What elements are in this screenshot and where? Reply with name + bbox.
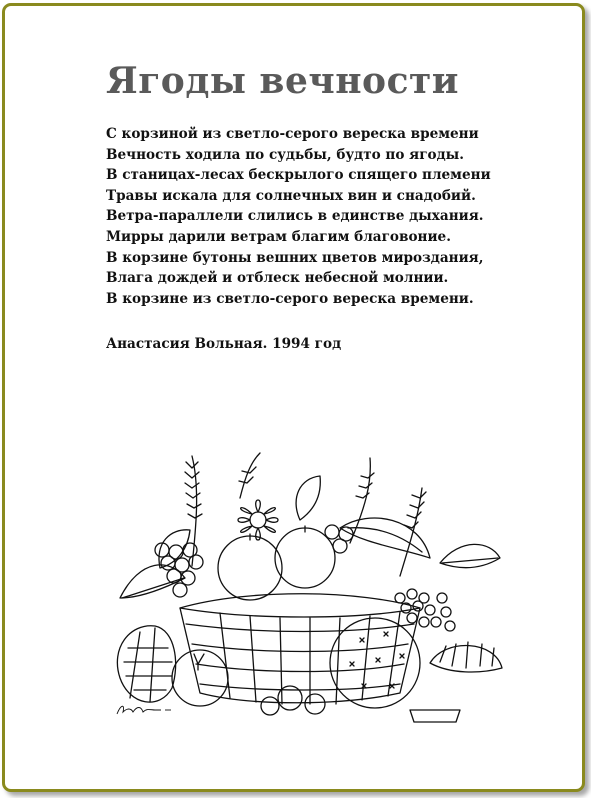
cantaloupe-fruit	[117, 626, 175, 702]
poem-line-3: В станицах-лесах бескрылого спящего племени	[106, 167, 491, 184]
poem-line-5: Ветра-параллели слились в единстве дыхания.	[106, 208, 484, 225]
artist-signature-icon	[115, 700, 175, 720]
author-signature-line: Анастасия Вольная. 1994 год	[106, 336, 342, 352]
poem-line-8: Влага дождей и отблеск небесной молнии.	[106, 270, 449, 287]
wheat-ears	[185, 453, 426, 576]
poem-line-7: В корзине бутоны вешних цветов мироздания,	[106, 249, 484, 266]
small-fruits	[261, 686, 460, 722]
poem-title: Ягоды вечности	[106, 60, 459, 102]
poem-line-9: В корзине из светло-серого вереска времени.	[106, 290, 474, 307]
poem-line-4: Травы искала для солнечных вин и снадобий.	[106, 187, 476, 204]
fruit-basket-drawing-icon	[100, 448, 510, 738]
flower	[238, 500, 278, 540]
leaves	[120, 476, 500, 598]
basket	[180, 594, 420, 704]
berry-cluster	[395, 589, 455, 631]
poem-line-6: Мирры дарили ветрам благим благовоние.	[106, 228, 451, 245]
watermelon-slice	[430, 642, 502, 672]
poem-line-2: Вечность ходила по судьбы, будто по ягоды.	[106, 146, 465, 163]
poem-text	[106, 124, 491, 309]
poem-line-1: С корзиной из светло-серого вереска времени	[106, 126, 479, 142]
